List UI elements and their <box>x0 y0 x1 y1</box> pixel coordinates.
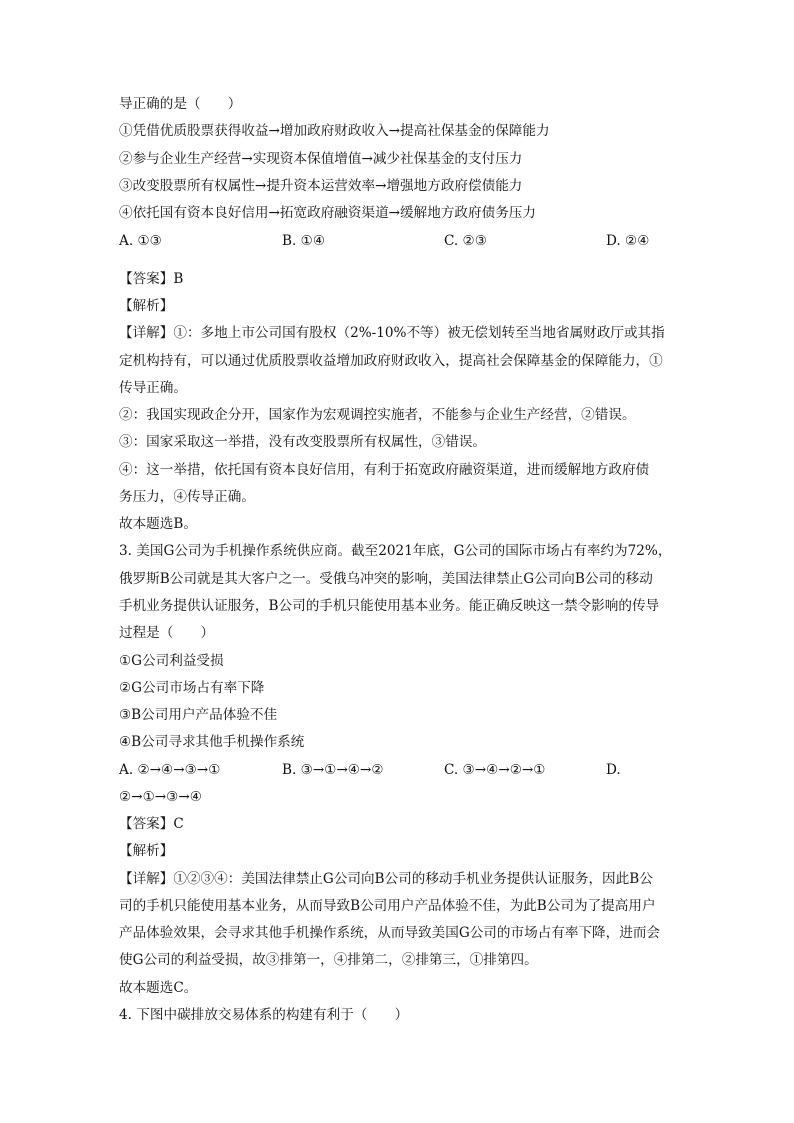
q3-item-4: ④B公司寻求其他手机操作系统 <box>119 734 305 750</box>
q3-option-b: B. ③→①→④→② <box>282 762 384 778</box>
q2-detail-line-5: ③：国家采取这一举措，没有改变股票所有权属性，③错误。 <box>119 434 487 450</box>
q2-item-4: ④依托国有资本良好信用→拓宽政府融资渠道→缓解地方政府债务压力 <box>119 205 536 221</box>
q3-item-2: ②G公司市场占有率下降 <box>119 680 265 696</box>
q2-detail-line-1: 【详解】①：多地上市公司国有股权（2%-10%不等）被无偿划转至当地省属财政厅或其指 <box>119 325 665 341</box>
q3-stem-line-1: 3. 美国G公司为手机操作系统供应商。截至2021年底，G公司的国际市场占有率约为72%， <box>119 543 672 559</box>
q3-analysis-heading: 【解析】 <box>119 843 174 859</box>
q2-option-b: B. ①④ <box>282 233 326 249</box>
q2-option-d: D. ②④ <box>606 233 650 249</box>
q3-stem-line-4: 过程是（ ） <box>119 625 215 641</box>
q2-detail-line-3: 传导正确。 <box>119 380 187 396</box>
q4-stem: 4. 下图中碳排放交易体系的构建有利于（ ） <box>119 1007 409 1023</box>
q2-item-2: ②参与企业生产经营→实现资本保值增值→减少社保基金的支付压力 <box>119 151 523 167</box>
q2-option-a: A. ①③ <box>119 233 162 249</box>
q3-option-d: D. <box>606 762 621 778</box>
q3-detail-line-2: 司的手机只能使用基本业务，从而导致B公司用户产品体验不佳，为此B公司为了提高用户 <box>119 898 656 914</box>
q3-item-1: ①G公司利益受损 <box>119 653 224 669</box>
q2-detail-line-2: 定机构持有，可以通过优质股票收益增加政府财政收入，提高社会保障基金的保障能力，① <box>119 353 663 369</box>
q3-stem-line-3: 手机业务提供认证服务，B公司的手机只能使用基本业务。能正确反映这一禁令影响的传导 <box>119 598 660 614</box>
q3-option-a: A. ②→④→③→① <box>119 762 221 778</box>
q3-item-3: ③B公司用户产品体验不佳 <box>119 707 278 723</box>
q3-option-d-wrap: ②→①→③→④ <box>119 789 202 805</box>
q2-detail-line-7: 务压力，④传导正确。 <box>119 489 255 505</box>
q2-item-3: ③改变股票所有权属性→提升资本运营效率→增强地方政府偿债能力 <box>119 178 523 194</box>
q2-answer: 【答案】B <box>119 271 184 287</box>
q2-detail-line-4: ②：我国实现政企分开，国家作为宏观调控实施者，不能参与企业生产经营，②错误。 <box>119 407 636 423</box>
q3-stem-line-2: 俄罗斯B公司就是其大客户之一。受俄乌冲突的影响，美国法律禁止G公司向B公司的移动 <box>119 571 653 587</box>
q2-conclusion: 故本题选B。 <box>119 516 197 532</box>
q2-stem-tail: 导正确的是（ ） <box>119 96 242 112</box>
q3-option-c: C. ③→④→②→① <box>444 762 546 778</box>
q3-detail-line-4: 使G公司的利益受损，故③排第一，④排第二，②排第三，①排第四。 <box>119 952 538 968</box>
q2-option-c: C. ②③ <box>444 233 487 249</box>
q3-detail-line-1: 【详解】①②③④：美国法律禁止G公司向B公司的移动手机业务提供认证服务，因此B公 <box>119 871 653 887</box>
q3-conclusion: 故本题选C。 <box>119 980 198 996</box>
q2-analysis-heading: 【解析】 <box>119 298 174 314</box>
q3-answer: 【答案】C <box>119 816 184 832</box>
q3-detail-line-3: 产品体验效果，会寻求其他手机操作系统，从而导致美国G公司的市场占有率下降，进而会 <box>119 925 661 941</box>
q2-detail-line-6: ④：这一举措，依托国有资本良好信用，有利于拓宽政府融资渠道，进而缓解地方政府债 <box>119 462 650 478</box>
q2-item-1: ①凭借优质股票获得收益→增加政府财政收入→提高社保基金的保障能力 <box>119 123 550 139</box>
